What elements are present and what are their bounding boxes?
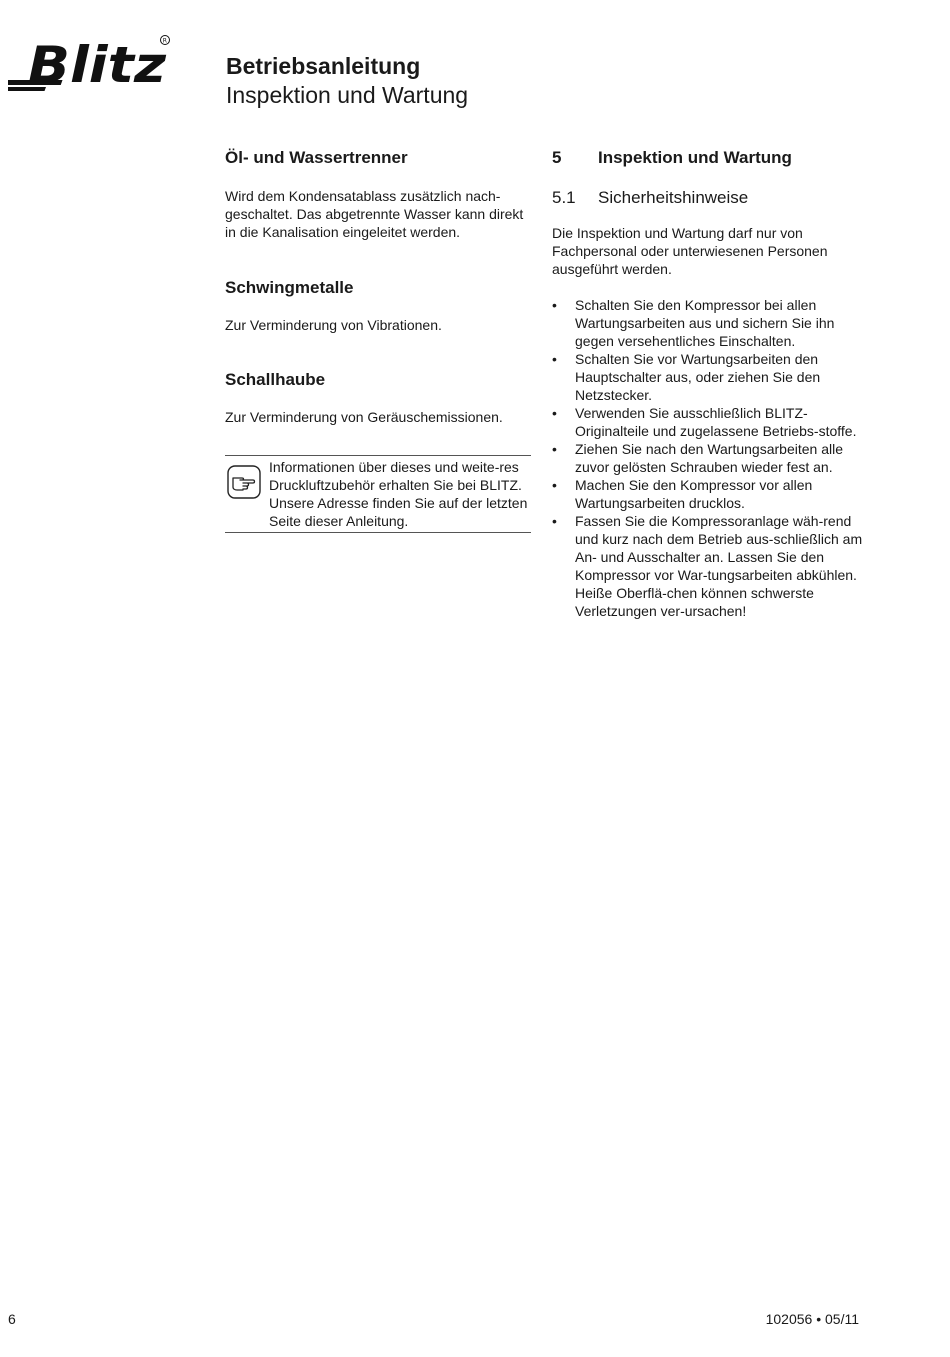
note-text: Informationen über dieses und weite-res Druckluftzubehör erhalten Sie bei BLITZ. Unsere Adresse finden Sie auf der letzten Seite dieser Anleitung. [269, 459, 528, 529]
left-column [225, 146, 531, 533]
page-subtitle: Inspektion und Wartung [226, 82, 469, 108]
section-sound-hood [225, 368, 531, 426]
page-title: Betriebsanleitung [226, 53, 421, 79]
section-oil-water-separator [225, 146, 531, 241]
right-column [552, 146, 872, 620]
subsection-title: Sicherheitshinweise [598, 188, 749, 207]
section-text: Wird dem Kondensatablass zusätzlich nach-geschaltet. Das abgetrennte Wasser kann direkt in die Kanalisation eingeleitet werden. [225, 188, 524, 240]
blitz-logo [8, 32, 173, 96]
section-heading: Öl- und Wassertrenner [225, 148, 408, 167]
list-item: • Fassen Sie die Kompressoranlage wäh-rend und kurz nach dem Betrieb aus-schließlich am An- und Ausschalter an. Lassen Sie den Kompressor vor War-tungsarbeiten abkühlen. Heiße Oberflä-chen können schwerste Verletzungen ver-ursachen! [552, 512, 872, 620]
section-title: Inspektion und Wartung [598, 148, 792, 167]
intro-text: Die Inspektion und Wartung darf nur von Fachpersonal oder unterwiesenen Personen ausgeführt werden. [552, 225, 828, 277]
section-heading: Schwingmetalle [225, 278, 354, 297]
subsection-number: 5.1 [552, 188, 576, 207]
section-heading-5 [552, 146, 872, 170]
section-text: Zur Verminderung von Geräuschemissionen. [225, 409, 503, 425]
document-code: 102056 • 05/11 [765, 1311, 859, 1327]
svg-text:R: R [162, 37, 167, 45]
list-item: • Schalten Sie vor Wartungsarbeiten den Hauptschalter aus, oder ziehen Sie den Netzstecker. [552, 350, 872, 404]
safety-list [552, 296, 872, 620]
list-item: • Machen Sie den Kompressor vor allen Wartungsarbeiten drucklos. [552, 476, 872, 512]
info-note [225, 455, 531, 533]
pointing-hand-icon [227, 465, 261, 499]
page-number: 6 [8, 1311, 16, 1327]
list-item: • Ziehen Sie nach den Wartungsarbeiten alle zuvor gelösten Schrauben wieder fest an. [552, 440, 872, 476]
section-text: Zur Verminderung von Vibrationen. [225, 317, 442, 333]
svg-text:Blitz: Blitz [28, 36, 167, 94]
list-item: • Verwenden Sie ausschließlich BLITZ-Originalteile und zugelassene Betriebs-stoffe. [552, 404, 872, 440]
list-item: • Schalten Sie den Kompressor bei allen Wartungsarbeiten aus und sichern Sie ihn gegen versehentliches Einschalten. [552, 296, 872, 350]
subsection-heading-5-1 [552, 186, 872, 210]
section-heading: Schallhaube [225, 370, 326, 389]
section-vibration-mounts [225, 276, 531, 334]
section-number: 5 [552, 148, 562, 167]
